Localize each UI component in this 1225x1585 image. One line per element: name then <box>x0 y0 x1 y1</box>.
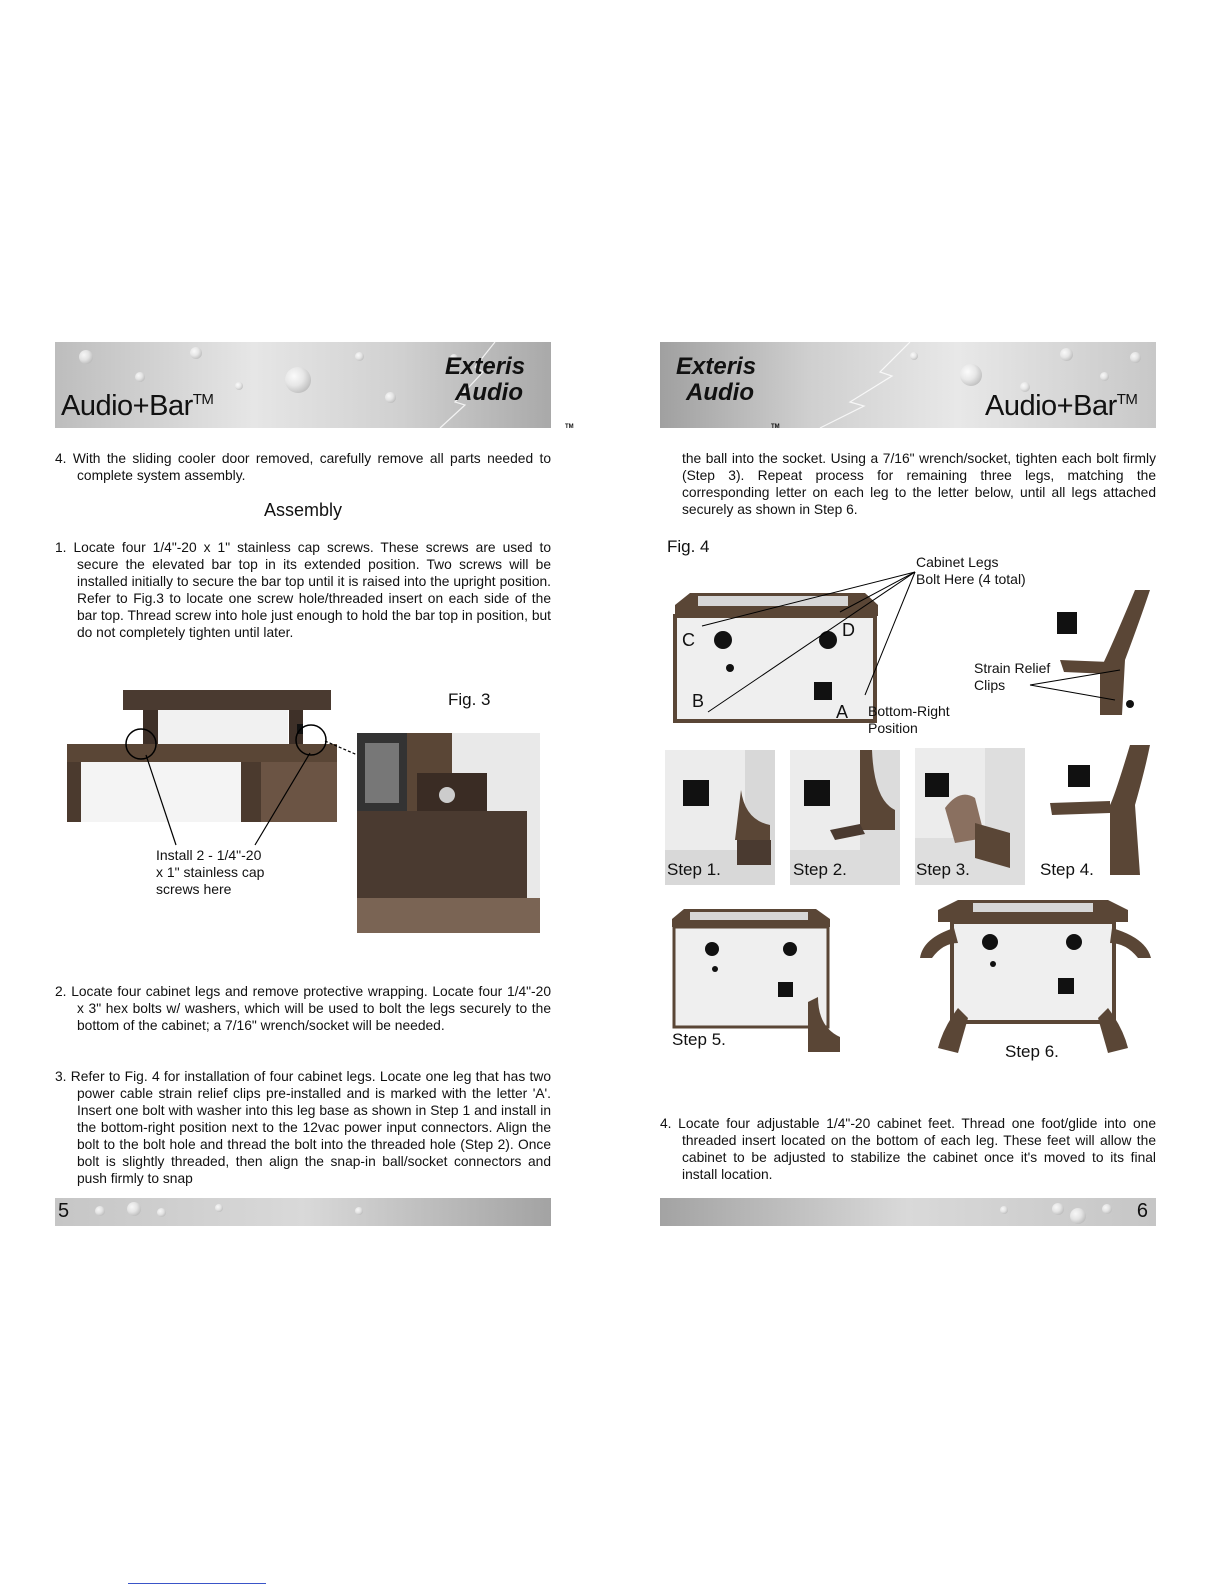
logo-line-2: Audio <box>686 379 754 406</box>
section-heading: Assembly <box>264 500 343 520</box>
logo-tm: TM <box>771 424 780 430</box>
leg-letter-c: C <box>682 630 695 650</box>
bottom-rule <box>128 1583 266 1584</box>
bottom-right-position-label: Bottom-Right Position <box>868 703 950 736</box>
leg-letter-d: D <box>842 620 855 640</box>
cabinet-legs-label: Cabinet Legs Bolt Here (4 total) <box>916 554 1026 587</box>
step-2-label: Step 2. <box>793 860 847 879</box>
logo-line-1: Exteris <box>445 353 526 380</box>
right-footer-bar <box>660 1198 1156 1226</box>
logo-line-1: Exteris <box>676 353 757 380</box>
step-2-text: 2. Locate four cabinet legs and remove protective wrapping. Locate four 1/4"-20 x 3" hex bolts w/ washers, which will be used to bolt the legs securely to the bottom of the cabinet; a 7/16" wrench/socket will be needed. <box>55 984 551 1033</box>
left-footer-bar <box>55 1198 551 1226</box>
fig4-label: Fig. 4 <box>667 537 710 556</box>
product-title: Audio+Bar™ <box>985 390 1138 422</box>
continuation-text: the ball into the socket. Using a 7/16" wrench/socket, tighten each bolt firmly (Step 3). Repeat process for remaining three legs, matching the corresponding letter on each leg to the letter below, until all legs attached securely as shown in Step 6. <box>682 451 1156 517</box>
fig3-label: Fig. 3 <box>448 690 491 709</box>
lightning-graphic <box>780 342 920 428</box>
step-5-label: Step 5. <box>672 1030 726 1049</box>
step-6-label: Step 6. <box>1005 1042 1059 1061</box>
step-4-text: 4. Locate four adjustable 1/4"-20 cabinet feet. Thread one foot/glide into one threaded insert located on the bottom of each leg. These feet will allow the cabinet to be adjusted to stabilize the cabinet once it's moved to its final install location. <box>660 1116 1156 1182</box>
step-3-text: 3. Refer to Fig. 4 for installation of four cabinet legs. Locate one leg that has two power cable strain relief clips pre-installed and is marked with the letter 'A'. Insert one bolt with washer into this leg base as shown in Step 1 and install in the bottom-right position next to the 12vac power input connectors. Align the bolt to the bolt hole and thread the bolt into the threaded hole (Step 2). Once bolt is slightly threaded, then align the snap-in ball/socket connectors and push firmly to snap <box>55 1069 551 1186</box>
exteris-audio-logo <box>445 353 574 430</box>
step-1-text: 1. Locate four 1/4"-20 x 1" stainless cap screws. These screws are used to secure the elevated bar top in its extended position. Two screws will be installed initially to secure the bar top until it is raised into the upright position. Refer to Fig.3 to locate one screw hole/threaded insert on each side of the bar top. Thread screw into hole just enough to hold the bar top in position, but do not completely tighten until later. <box>55 540 551 640</box>
step-6-photo <box>918 898 1153 1058</box>
leg-letter-a: A <box>836 702 849 722</box>
intro-item: 4. With the sliding cooler door removed, carefully remove all parts needed to complete system assembly. <box>55 451 551 483</box>
product-title: Audio+Bar™ <box>61 390 214 422</box>
fig3-callout-lines <box>140 735 380 850</box>
strain-relief-label: Strain Relief Clips <box>974 660 1051 693</box>
left-header-banner <box>55 342 574 430</box>
right-header-banner <box>660 342 1156 428</box>
fig3-callout-text: Install 2 - 1/4"-20 x 1" stainless cap screws here <box>156 847 265 897</box>
fig4-callout-lines <box>690 560 920 720</box>
exteris-audio-logo <box>676 353 780 430</box>
logo-line-2: Audio <box>455 379 523 406</box>
leg-letter-b: B <box>692 691 705 711</box>
page-number-left: 5 <box>58 1200 70 1222</box>
step-3-label: Step 3. <box>916 860 970 879</box>
page-number-right: 6 <box>1136 1200 1148 1222</box>
step-4-label: Step 4. <box>1040 860 1094 879</box>
step-1-label: Step 1. <box>667 860 721 879</box>
fig3-photo-closeup <box>357 733 540 933</box>
logo-tm: TM <box>565 424 574 430</box>
